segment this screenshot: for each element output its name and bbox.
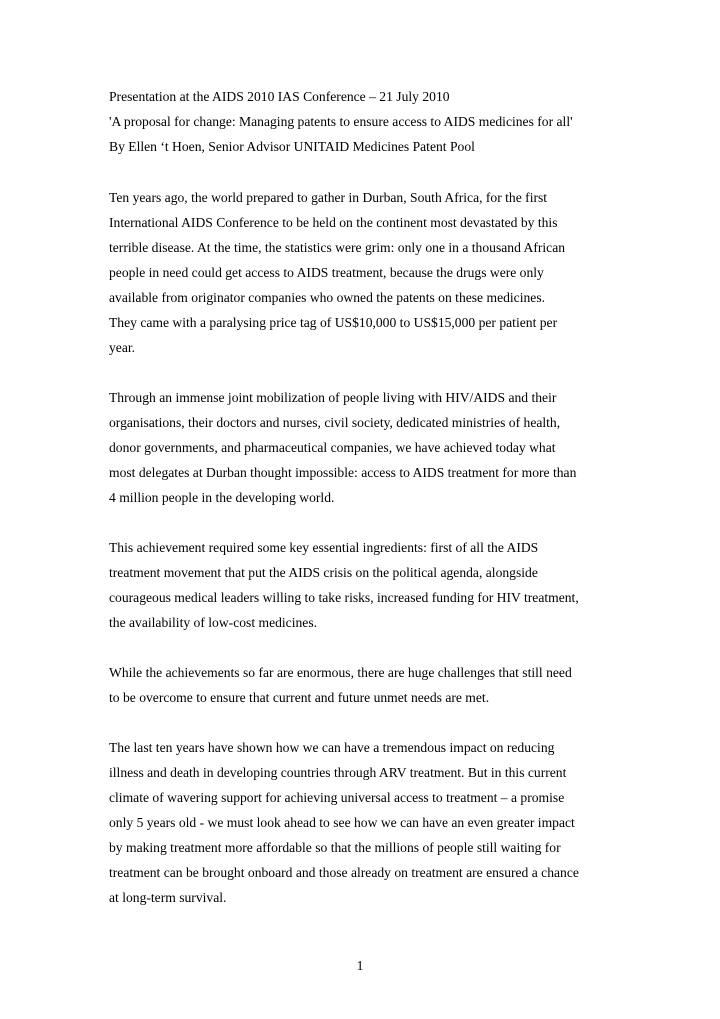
- paragraph-5-line-5: by making treatment more affordable so that the millions of people still waiting for: [109, 840, 561, 855]
- paragraph-5-line-3: climate of wavering support for achieving universal access to treatment – a promise: [109, 790, 565, 805]
- paragraph-1-line-1: Ten years ago, the world prepared to gather in Durban, South Africa, for the first: [109, 190, 548, 205]
- paragraph-1-line-2: International AIDS Conference to be held on the continent most devastated by this: [109, 215, 558, 230]
- paragraph-5-line-2: illness and death in developing countries through ARV treatment. But in this current: [109, 765, 567, 780]
- paragraph-2-line-3: donor governments, and pharmaceutical companies, we have achieved today what: [109, 440, 556, 455]
- paragraph-5-line-6: treatment can be brought onboard and those already on treatment are ensured a chance: [109, 865, 579, 880]
- paragraph-5-line-4: only 5 years old - we must look ahead to see how we can have an even greater impact: [109, 815, 575, 830]
- paragraph-3-line-1: This achievement required some key essential ingredients: first of all the AIDS: [109, 540, 539, 555]
- page-number: 1: [356, 958, 364, 973]
- header-subtitle: 'A proposal for change: Managing patents to ensure access to AIDS medicines for all': [109, 114, 573, 129]
- paragraph-4-line-2: to be overcome to ensure that current and future unmet needs are met.: [109, 690, 490, 705]
- paragraph-2-line-1: Through an immense joint mobilization of people living with HIV/AIDS and their: [109, 390, 557, 405]
- paragraph-1-line-6: They came with a paralysing price tag of US$10,000 to US$15,000 per patient per: [109, 315, 558, 330]
- paragraph-5-line-1: The last ten years have shown how we can have a tremendous impact on reducing: [109, 740, 555, 755]
- paragraph-2-line-2: organisations, their doctors and nurses, civil society, dedicated ministries of health,: [109, 415, 561, 430]
- paragraph-1-line-4: people in need could get access to AIDS treatment, because the drugs were only: [109, 265, 544, 280]
- paragraph-3-line-3: courageous medical leaders willing to take risks, increased funding for HIV treatment,: [109, 590, 579, 605]
- paragraph-5-line-7: at long-term survival.: [109, 890, 227, 905]
- paragraph-3-line-4: the availability of low-cost medicines.: [109, 615, 318, 630]
- paragraph-1-line-3: terrible disease. At the time, the statistics were grim: only one in a thousand African: [109, 240, 566, 255]
- paragraph-1-line-5: available from originator companies who owned the patents on these medicines.: [109, 290, 546, 305]
- paragraph-3-line-2: treatment movement that put the AIDS crisis on the political agenda, alongside: [109, 565, 538, 580]
- header-author: By Ellen ‘t Hoen, Senior Advisor UNITAID Medicines Patent Pool: [109, 139, 475, 154]
- paragraph-4-line-1: While the achievements so far are enormous, there are huge challenges that still need: [109, 665, 572, 680]
- paragraph-2-line-4: most delegates at Durban thought impossible: access to AIDS treatment for more than: [109, 465, 577, 480]
- header-title: Presentation at the AIDS 2010 IAS Conference – 21 July 2010: [109, 89, 450, 104]
- paragraph-1-line-7: year.: [109, 340, 136, 355]
- paragraph-2-line-5: 4 million people in the developing world.: [109, 490, 335, 505]
